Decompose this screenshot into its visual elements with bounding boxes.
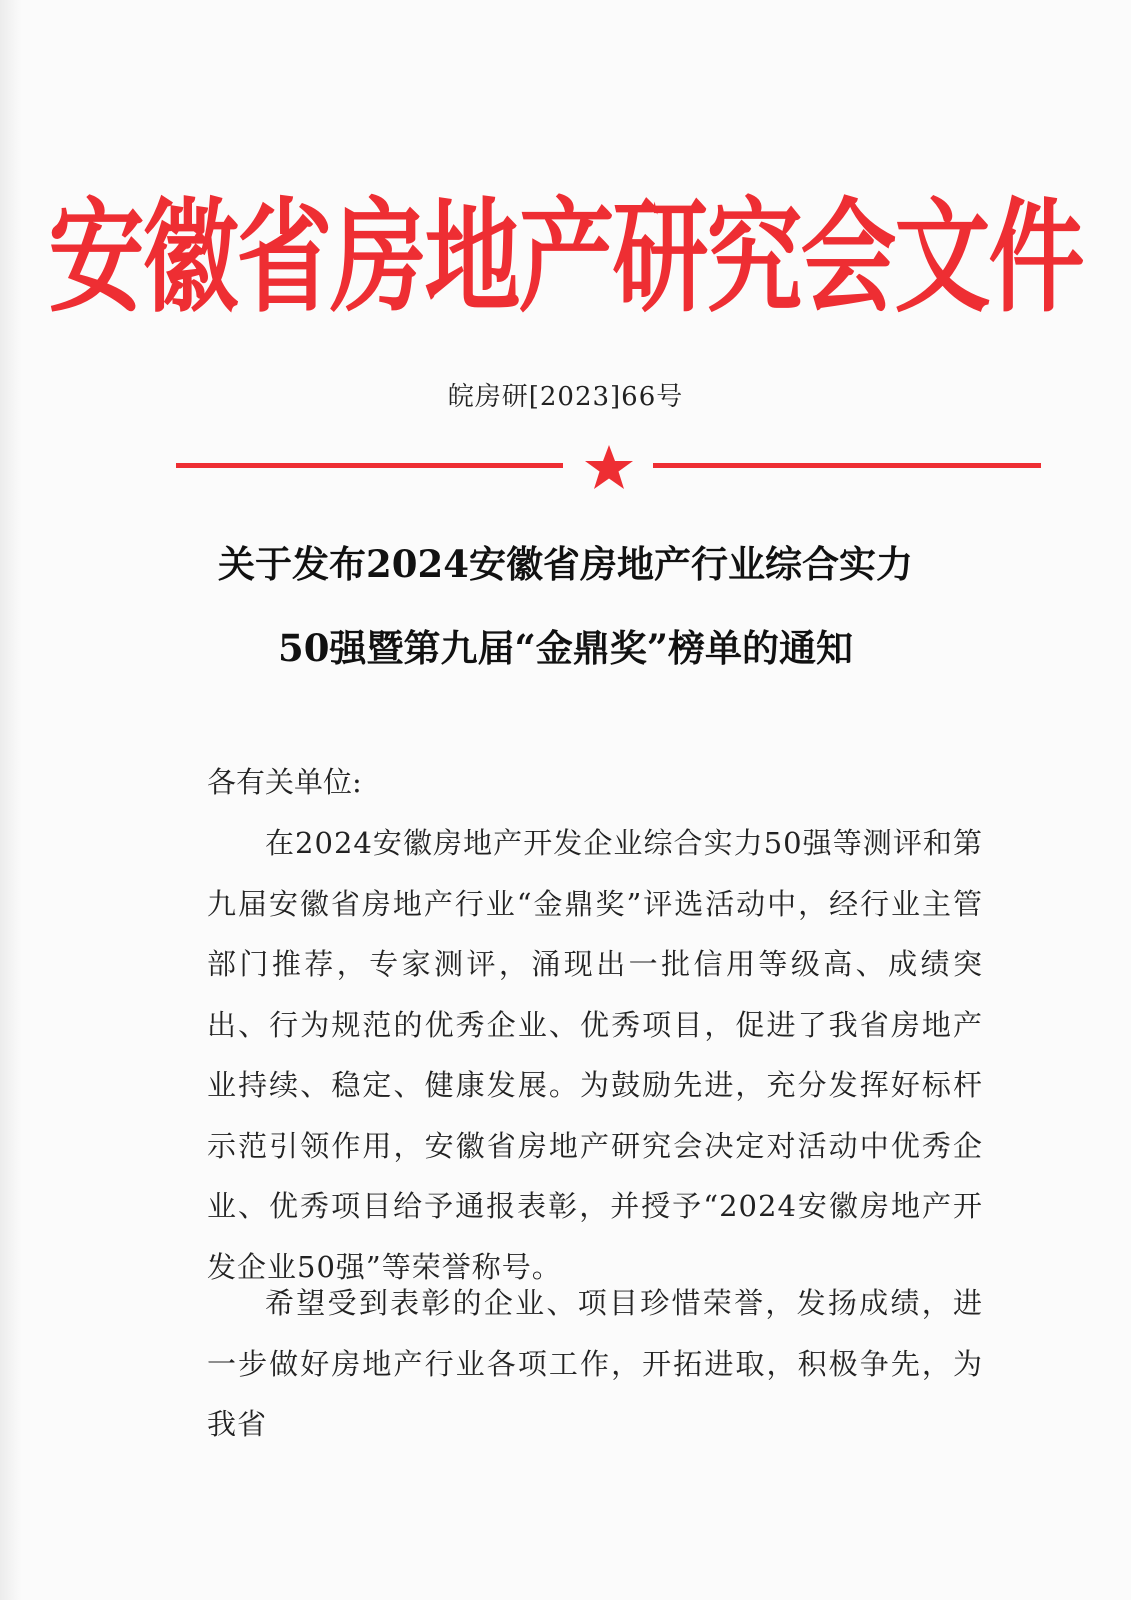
document-number: 皖房研[2023]66号: [447, 382, 684, 412]
red-star-icon: [583, 443, 635, 491]
red-head-masthead: 安徽省房地产研究会文件: [48, 185, 1083, 330]
notice-title-line2: 50强暨第九届“金鼎奖”榜单的通知: [277, 626, 854, 670]
salutation: 各有关单位:: [207, 765, 362, 799]
red-divider-left: [176, 463, 563, 468]
red-divider-right: [653, 463, 1041, 468]
body-paragraph-1: 在2024安徽房地产开发企业综合实力50强等测评和第九届安徽省房地产行业“金鼎奖”评选活动中，经行业主管部门推荐，专家测评，涌现出一批信用等级高、成绩突出、行为规范的优秀企业、优秀项目，促进了我省房地产业持续、稳定、健康发展。为鼓励先进，充分发挥好标杆示范引领作用，安徽省房地产研究会决定对活动中优秀企业、优秀项目给予通报表彰，并授予“2024安徽房地产开发企业50强”等荣誉称号。: [207, 826, 983, 1284]
notice-title-line1: 关于发布2024安徽省房地产行业综合实力: [218, 542, 913, 586]
body-paragraph-2: 希望受到表彰的企业、项目珍惜荣誉，发扬成绩，进一步做好房地产行业各项工作，开拓进取，积极争先，为我省: [207, 1286, 983, 1441]
